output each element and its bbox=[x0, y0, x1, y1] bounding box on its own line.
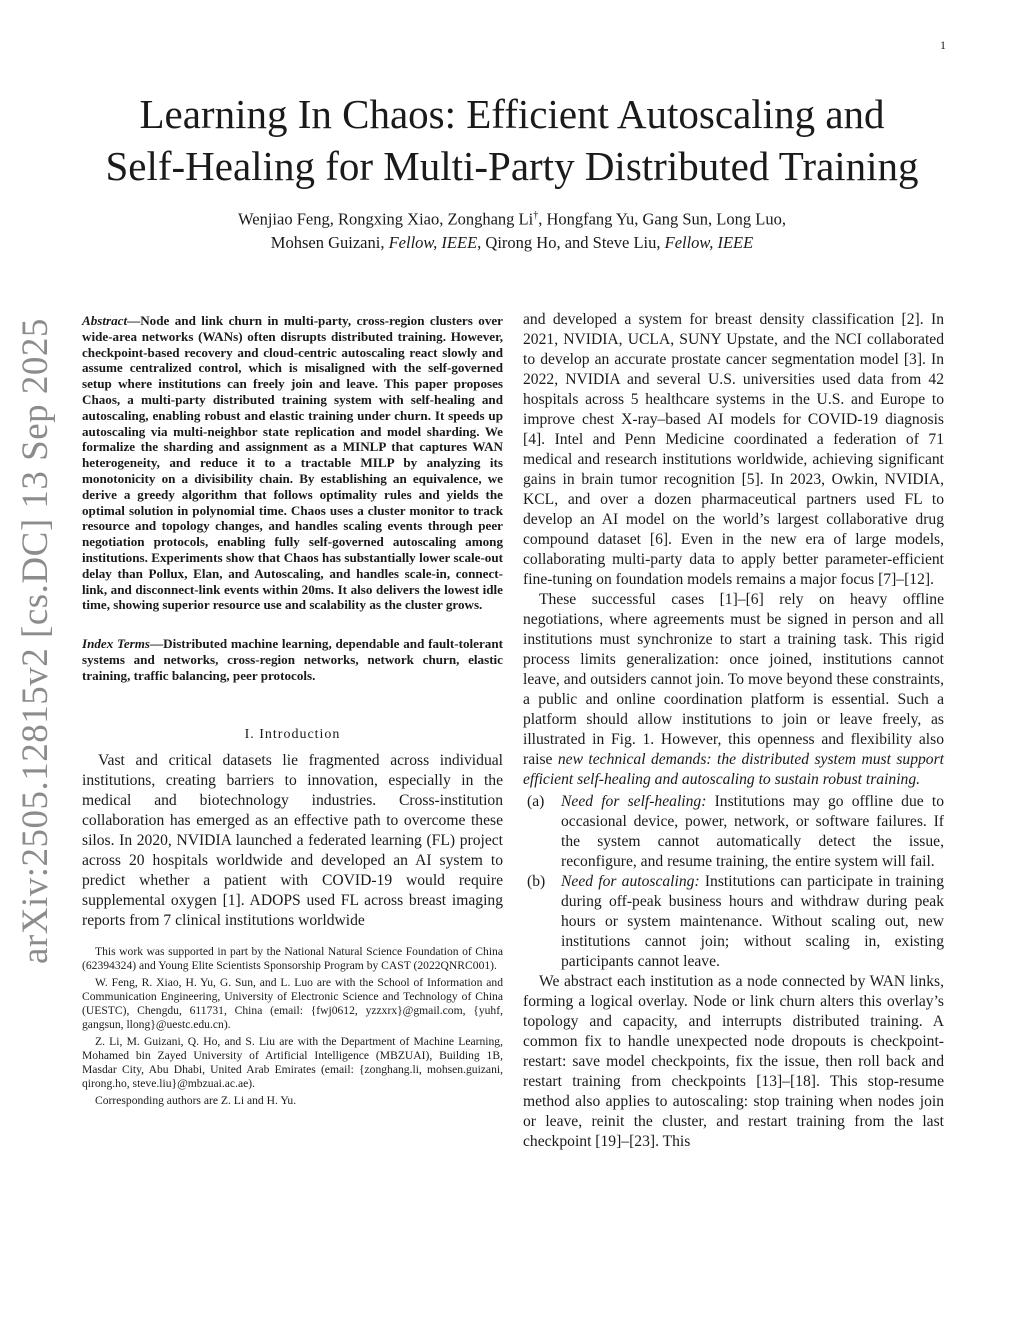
title-line-2: Self-Healing for Multi-Party Distributed Training bbox=[105, 143, 919, 189]
authors-part: , Hongfang Yu, Gang Sun, Long Luo, bbox=[538, 209, 786, 229]
footnote-affiliation-mbzuai: Z. Li, M. Guizani, Q. Ho, and S. Liu are with the Department of Machine Learning, Mohamed bin Zayed University of Artificial Intelligence (MBZUAI), Building 1B, Masdar City, Abu Dhabi, United Arab Emirates (email: {zonghang.li, mohsen.guizani, qirong.ho, steve.liu}@mbzuai.ac.ae). bbox=[82, 1034, 503, 1090]
fellow-title: Fellow, IEEE bbox=[664, 232, 754, 252]
index-terms-label: Index Terms bbox=[82, 636, 151, 652]
authors-part: Wenjiao Feng, Rongxing Xiao, Zonghang Li bbox=[238, 209, 534, 229]
list-item-body: Institutions may go offline due to occasional device, power, network, or software failures. If the system cannot automatically detect the issue, reconfigure, and resume training, the entire system will fail. bbox=[561, 793, 944, 870]
list-item-label: Need for autoscaling: bbox=[561, 873, 700, 890]
title-line-1: Learning In Chaos: Efficient Autoscaling and bbox=[139, 91, 885, 137]
footnote-affiliation-uestc: W. Feng, R. Xiao, H. Yu, G. Sun, and L. Luo are with the School of Information and Communication Engineering, University of Electronic Science and Technology of China (UESTC), Chengdu, 611731, China (email: {fwj0612, yzzxrx}@gmail.com, {yuhf, gangsun, llong}@uestc.edu.cn). bbox=[82, 975, 503, 1031]
author-list bbox=[140, 204, 884, 254]
abstract-dash: — bbox=[127, 313, 141, 328]
list-item bbox=[523, 872, 944, 972]
index-terms-text: Distributed machine learning, dependable and fault-tolerant systems and networks, cross-region networks, network churn, elastic training, traffic balancing, peer protocols. bbox=[82, 636, 503, 683]
paragraph-text: These successful cases [1]–[6] rely on heavy offline negotiations, where agreements must be signed in person and all institutions must synchronize to start a training task. This rigid process limits generalization: once joined, institutions cannot leave, and outsiders cannot join. To move beyond these constraints, a public and online coordination platform is essential. Such a platform should allow institutions to join or leave freely, as illustrated in Fig. 1. However, this openness and flexibility also raise bbox=[523, 591, 944, 768]
list-item-body: Institutions can participate in training during off-peak business hours and withdraw during peak hours or system maintenance. Without scaling out, new institutions cannot join; without scaling in, existing participants cannot leave. bbox=[561, 873, 944, 970]
authors-part: Mohsen Guizani, bbox=[270, 232, 389, 252]
emphasis-text: new technical demands: the distributed system must support efficient self-healing and autoscaling to sustain robust training. bbox=[523, 751, 944, 788]
demands-list bbox=[523, 792, 944, 972]
fellow-title: Fellow, IEEE bbox=[388, 232, 478, 252]
footnote-funding: This work was supported in part by the National Natural Science Foundation of China (62394324) and Young Elite Scientists Sponsorship Program by CAST (2022QNRC001). bbox=[82, 944, 503, 972]
section-heading: I. Introduction bbox=[244, 726, 341, 742]
list-item-text bbox=[561, 872, 944, 972]
author-line-2 bbox=[140, 231, 884, 254]
body-paragraph: and developed a system for breast density classification [2]. In 2021, NVIDIA, UCLA, SUNY Upstate, and the NCI collaborated to develop an accurate prostate cancer segmentation model [3]. In 2022, NVIDIA and several U.S. universities used data from 42 hospitals across 5 healthcare systems in the U.S. and Europe to improve chest X-ray–based AI models for COVID-19 diagnosis [4]. Intel and Penn Medicine coordinated a federation of 71 medical and research institutions worldwide, achieving significant gains in brain tumor recognition [5]. In 2023, Owkin, NVIDIA, KCL, and over a dozen pharmaceutical partners used FL to develop an AI model on the world’s largest collaborative drug compound dataset [6]. Even in the new era of large models, collaborating multi-party data to apply better parameter-efficient fine-tuning on foundation models remains a major focus [7]–[12]. bbox=[523, 311, 944, 588]
author-line-1 bbox=[140, 204, 884, 231]
arxiv-identifier: arXiv:2505.12815v2 [cs.DC] 13 Sep 2025 bbox=[15, 318, 56, 964]
left-column bbox=[82, 313, 503, 1111]
abstract-label: Abstract bbox=[82, 313, 128, 328]
abstract-text: Node and link churn in multi-party, cross-region clusters over wide-area networks (WANs) often disrupts distributed training. However, checkpoint-based recovery and cloud-centric autoscaling react slowly and assume centralized control, which is misaligned with the self-governed setup where institutions can freely join and leave. This paper proposes Chaos, a multi-party distributed training system with self-healing and autoscaling, enabling robust and elastic training under churn. It speeds up autoscaling via multi-neighbor state replication and model sharding. We formalize the sharding and assignment as a MINLP that captures WAN heterogeneity, and reduce it to a tractable MILP by analyzing its monotonicity on a divisibility chain. By establishing an equivalence, we derive a greedy algorithm that follows optimality rules and yields the optimal solution in polynomial time. Chaos uses a cluster monitor to track resource and topology changes, and handles scaling events through peer negotiation protocols, enabling fully self-governed autoscaling among institutions. Experiments show that Chaos has substantially lower scale-out delay than Pollux, Elan, and Autoscaling, and handles scale-in, connect-link, and disconnect-link events within 20ms. It also delivers the lowest idle time, showing superior resource use and scalability as the cluster grows. bbox=[82, 313, 503, 613]
index-terms bbox=[82, 636, 503, 683]
body-paragraph bbox=[523, 590, 944, 790]
footnote-corresponding: Corresponding authors are Z. Li and H. Yu. bbox=[95, 1093, 297, 1107]
list-marker: (a) bbox=[527, 793, 545, 810]
paper-title bbox=[100, 88, 924, 192]
list-marker: (b) bbox=[527, 873, 546, 890]
list-item-text bbox=[561, 792, 944, 872]
dagger-mark: † bbox=[533, 210, 539, 221]
intro-paragraph: Vast and critical datasets lie fragmented across individual institutions, creating barriers to innovation, especially in the medical and biotechnology industries. Cross-institution collaboration has emerged as an effective path to overcome these silos. In 2020, NVIDIA launched a federated learning (FL) project across 20 hospitals worldwide and developed an AI system to predict whether a patient with COVID-19 would require supplemental oxygen [1]. ADOPS used FL across breast imaging reports from 7 clinical institutions worldwide bbox=[82, 751, 503, 929]
body-paragraph: We abstract each institution as a node connected by WAN links, forming a logical overlay. Node or link churn alters this overlay’s topology and capacity, and interrupts distributed training. A common fix to handle unexpected node dropouts is checkpoint-restart: save model checkpoints, fix the issue, then roll back and restart training from checkpoints [13]–[18]. This stop-resume method also applies to autoscaling: stop training when nodes join or leave, reinit the cluster, and restart training from the last checkpoint [19]–[23]. This bbox=[523, 973, 944, 1150]
authors-part: , Qirong Ho, and Steve Liu, bbox=[477, 232, 665, 252]
abstract bbox=[82, 313, 503, 613]
right-column bbox=[523, 310, 944, 1152]
footnotes bbox=[82, 945, 503, 1108]
list-item-label: Need for self-healing: bbox=[561, 793, 707, 810]
list-item bbox=[523, 792, 944, 872]
page-number: 1 bbox=[940, 38, 946, 52]
index-terms-dash: — bbox=[150, 636, 164, 652]
